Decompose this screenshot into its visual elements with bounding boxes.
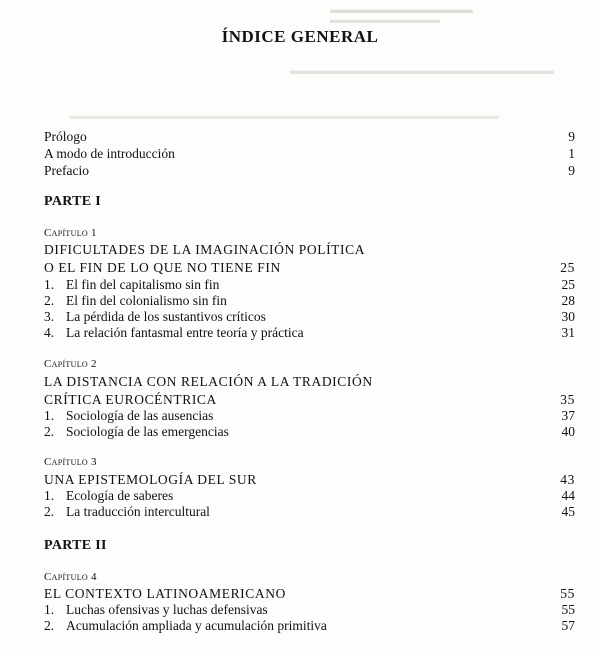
chapter-title-line[interactable]: UNA EPISTEMOLOGÍA DEL SUR 43 [44,472,575,487]
section-label: Sociología de las ausencias [66,408,214,423]
chapter-number: Capítulo 2 [44,358,97,370]
page-title: ÍNDICE GENERAL [221,27,379,46]
section-page: 28 [561,293,575,308]
section-page: 44 [561,488,575,503]
chapter-title-line[interactable]: LA DISTANCIA CON RELACIÓN A LA TRADICIÓN [44,374,373,389]
bleed-through: ▬▬▬▬▬▬▬▬▬▬▬▬▬ [330,4,473,16]
section-page: 55 [561,602,575,617]
section-label: La relación fantasmal entre teoría y práctica [66,325,304,340]
section-page: 37 [561,408,575,423]
section-page: 31 [561,325,575,340]
toc-section[interactable] [44,293,575,309]
section-number: 2. [44,293,55,308]
section-number: 1. [44,488,55,503]
toc-entry-introduccion[interactable] [44,146,575,162]
toc-section[interactable] [44,504,575,520]
toc-entry-prefacio[interactable] [44,163,575,179]
toc-section[interactable] [44,309,575,325]
section-label: La traducción intercultural [66,504,210,519]
chapter-title-line[interactable]: O EL FIN DE LO QUE NO TIENE FIN 25 [44,260,575,275]
part-heading: PARTE I [44,194,101,209]
section-label: El fin del colonialismo sin fin [66,293,227,308]
entry-label: A modo de introducción [44,146,175,161]
toc-section[interactable] [44,618,575,634]
section-label: El fin del capitalismo sin fin [66,277,220,292]
part-heading: PARTE II [44,538,107,553]
chapter-number: Capítulo 1 [44,227,97,239]
section-number: 2. [44,424,55,439]
chapter-number: Capítulo 4 [44,571,97,583]
section-number: 3. [44,309,55,324]
section-page: 30 [561,309,575,324]
chapter-page: 43 [560,472,575,487]
toc-section[interactable] [44,277,575,293]
chapter-title-line[interactable]: DIFICULTADES DE LA IMAGINACIÓN POLÍTICA [44,242,366,257]
toc-section[interactable] [44,424,575,440]
chapter-number: Capítulo 3 [44,456,97,468]
section-number: 1. [44,277,55,292]
section-page: 45 [561,504,575,519]
bleed-through: ▬▬▬▬▬▬▬▬▬▬▬▬▬▬▬▬▬▬▬▬▬▬▬▬▬▬▬▬▬▬▬▬▬▬▬▬▬▬▬ [70,110,499,122]
bleed-through: ▬▬▬▬▬▬▬▬▬▬▬▬▬▬▬▬▬▬▬▬▬▬▬▬ [290,65,554,77]
chapter-title-line[interactable]: EL CONTEXTO LATINOAMERICANO 55 [44,586,575,601]
section-label: Luchas ofensivas y luchas defensivas [66,602,268,617]
entry-page: 1 [568,146,575,161]
section-label: Acumulación ampliada y acumulación primitiva [66,618,327,633]
section-label: La pérdida de los sustantivos críticos [66,309,266,324]
entry-page: 9 [568,163,575,178]
section-number: 1. [44,408,55,423]
section-page: 57 [561,618,575,633]
toc-entry-prologo[interactable] [44,129,575,145]
section-label: Sociología de las emergencias [66,424,229,439]
entry-label: Prólogo [44,129,87,144]
section-page: 25 [561,277,575,292]
toc-section[interactable] [44,408,575,424]
section-number: 1. [44,602,55,617]
section-number: 2. [44,504,55,519]
section-page: 40 [561,424,575,439]
toc-section[interactable] [44,325,575,341]
entry-page: 9 [568,129,575,144]
chapter-title-line[interactable]: CRÍTICA EUROCÉNTRICA 35 [44,392,575,407]
bleed-through: ▬▬▬▬▬▬▬▬▬▬ [330,14,440,26]
section-number: 4. [44,325,55,340]
chapter-page: 55 [560,586,575,601]
section-number: 2. [44,618,55,633]
toc-section[interactable] [44,602,575,618]
chapter-page: 35 [560,392,575,407]
entry-label: Prefacio [44,163,89,178]
chapter-page: 25 [560,260,575,275]
section-label: Ecología de saberes [66,488,174,503]
toc-section[interactable] [44,488,575,504]
